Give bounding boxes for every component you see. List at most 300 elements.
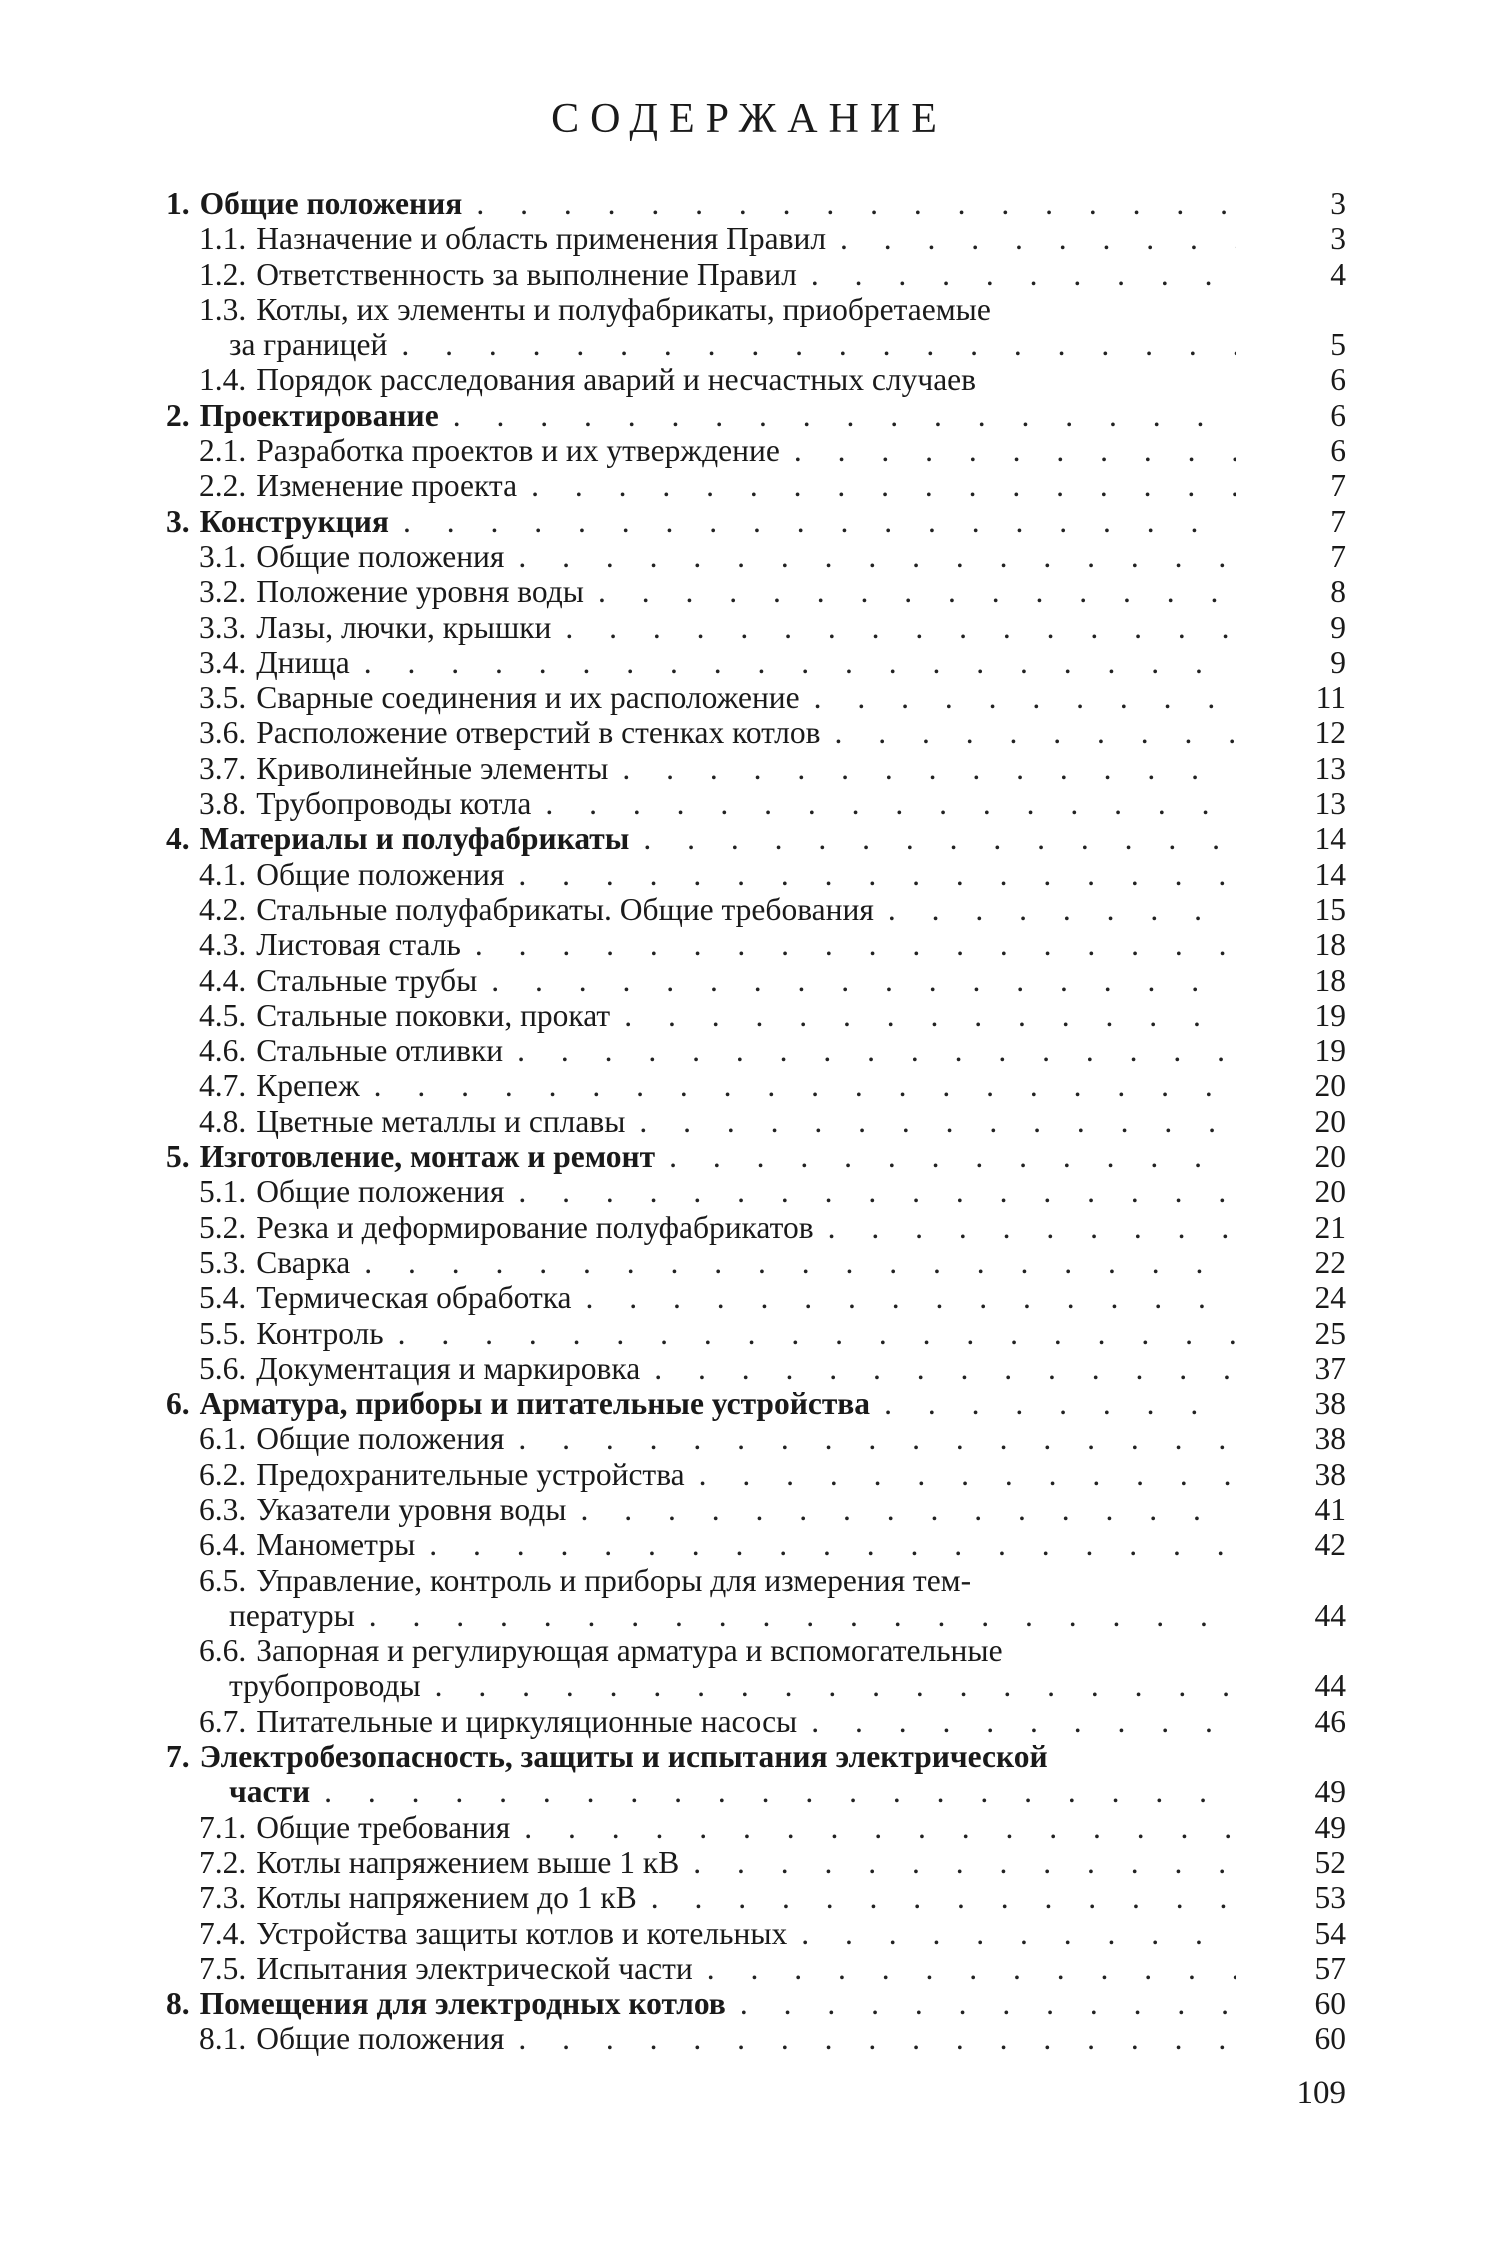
toc-entry-title: Испытания электрической части xyxy=(256,1950,693,1986)
toc-entry-row xyxy=(166,645,1346,680)
toc-entry-text xyxy=(166,292,1236,327)
toc-entry-page: 15 xyxy=(1314,891,1346,927)
toc-entry-title: Цветные металлы и сплавы xyxy=(256,1103,626,1139)
toc-entry-page: 37 xyxy=(1314,1350,1346,1386)
toc-entry-row xyxy=(166,1068,1346,1103)
toc-entry-page: 38 xyxy=(1314,1421,1346,1457)
dot-leader xyxy=(364,1245,1236,1280)
toc-entry-row xyxy=(166,1774,1346,1809)
toc-entry-number: 6.6. xyxy=(199,1633,247,1669)
dot-leader xyxy=(835,715,1237,750)
toc-entry-text xyxy=(166,221,1236,256)
toc-entry-row xyxy=(166,1174,1346,1209)
toc-entry-page: 9 xyxy=(1330,644,1346,680)
toc-section-row xyxy=(166,398,1346,433)
toc-entry-page: 20 xyxy=(1314,1139,1346,1175)
toc-entry-text xyxy=(166,1951,1236,1986)
toc-entry-row xyxy=(166,1563,1346,1598)
toc-entry-text xyxy=(166,857,1236,892)
toc-entry-page: 53 xyxy=(1314,1880,1346,1916)
toc-entry-text xyxy=(166,1174,1236,1209)
toc-entry-number: 1. xyxy=(166,186,190,221)
toc-entry-title: Листовая сталь xyxy=(256,927,461,963)
toc-entry-title: Сварные соединения и их расположение xyxy=(256,680,800,716)
toc-entry-page: 44 xyxy=(1314,1668,1346,1704)
toc-entry-page: 7 xyxy=(1330,538,1346,574)
toc-entry-row xyxy=(166,1033,1346,1068)
toc-entry-title: Положение уровня воды xyxy=(256,574,584,610)
toc-entry-number: 1.2. xyxy=(199,256,247,292)
toc-entry-text xyxy=(166,1351,1236,1386)
toc-entry-text xyxy=(166,1245,1236,1280)
dot-leader xyxy=(707,1951,1236,1986)
toc-entry-row xyxy=(166,1633,1346,1668)
toc-entry-page: 52 xyxy=(1314,1844,1346,1880)
toc-entry-number: 3.4. xyxy=(199,644,247,680)
toc-entry-text xyxy=(166,186,1236,221)
dot-leader xyxy=(518,857,1236,892)
toc-entry-title: Изменение проекта xyxy=(256,468,518,504)
toc-entry-number: 1.1. xyxy=(199,221,247,257)
toc-entry-page: 49 xyxy=(1314,1809,1346,1845)
dot-leader xyxy=(801,1916,1236,1951)
toc-entry-number: 5.5. xyxy=(199,1315,247,1351)
toc-entry-row xyxy=(166,1845,1346,1880)
toc-entry-page: 38 xyxy=(1314,1386,1346,1422)
toc-entry-row xyxy=(166,1457,1346,1492)
toc-entry-row xyxy=(166,751,1346,786)
dot-leader xyxy=(374,1068,1236,1103)
toc-entry-text xyxy=(166,1986,1236,2021)
toc-entry-row xyxy=(166,433,1346,468)
dot-leader xyxy=(740,1986,1236,2021)
toc-entry-text xyxy=(166,1210,1236,1245)
toc-entry-page: 14 xyxy=(1314,856,1346,892)
toc-entry-title: Материалы и полуфабрикаты xyxy=(199,821,630,857)
toc-entry-row xyxy=(166,468,1346,503)
toc-entry-number: 2.2. xyxy=(199,468,247,504)
toc-entry-text xyxy=(166,1563,1236,1598)
toc-entry-page: 20 xyxy=(1314,1103,1346,1139)
toc-entry-row xyxy=(166,1704,1346,1739)
dot-leader xyxy=(888,892,1236,927)
toc-entry-row xyxy=(166,292,1346,327)
toc-entry-text xyxy=(166,1457,1236,1492)
toc-entry-page: 54 xyxy=(1314,1915,1346,1951)
toc-entry-number: 3.5. xyxy=(199,680,247,716)
toc-entry-text xyxy=(166,1280,1236,1315)
toc-entry-row xyxy=(166,1351,1346,1386)
toc-entry-page: 6 xyxy=(1330,397,1346,433)
toc-entry-text xyxy=(166,327,1236,362)
toc-entry-row xyxy=(166,1245,1346,1280)
toc-entry-number: 6.2. xyxy=(199,1456,247,1492)
toc-entry-number: 4.4. xyxy=(199,962,247,998)
toc-entry-number: 8.1. xyxy=(199,2021,247,2057)
toc-entry-row xyxy=(166,1668,1346,1703)
toc-entry-title: Арматура, приборы и питательные устройства xyxy=(199,1386,871,1422)
toc-entry-row xyxy=(166,715,1346,750)
dot-leader xyxy=(475,927,1236,962)
toc-entry-title: Трубопроводы котла xyxy=(256,786,532,822)
toc-entry-title: за границей xyxy=(229,327,388,363)
toc-section-row xyxy=(166,1739,1346,1774)
dot-leader xyxy=(622,751,1236,786)
toc-entry-text xyxy=(166,1421,1236,1456)
toc-entry-page: 57 xyxy=(1314,1950,1346,1986)
toc-entry-number: 4.3. xyxy=(199,927,247,963)
toc-entry-page: 46 xyxy=(1314,1703,1346,1739)
toc-entry-number: 3.6. xyxy=(199,715,247,751)
toc-entry-page: 12 xyxy=(1314,715,1346,751)
dot-leader xyxy=(491,963,1236,998)
toc-entry-page: 21 xyxy=(1314,1209,1346,1245)
dot-leader xyxy=(369,1598,1236,1633)
toc-entry-title: Контроль xyxy=(256,1315,384,1351)
toc-entry-title: Порядок расследования аварий и несчастных случаев xyxy=(256,362,977,398)
toc-entry-page: 18 xyxy=(1314,927,1346,963)
dot-leader xyxy=(580,1492,1236,1527)
toc-entry-row xyxy=(166,1880,1346,1915)
toc-entry-text xyxy=(166,504,1236,539)
toc-entry-page: 6 xyxy=(1330,433,1346,469)
toc-entry-text xyxy=(166,821,1236,856)
toc-entry-row xyxy=(166,327,1346,362)
toc-entry-number: 7. xyxy=(166,1739,190,1775)
toc-entry-number: 1.4. xyxy=(199,362,247,398)
toc-entry-page: 20 xyxy=(1314,1068,1346,1104)
toc-entry-page: 11 xyxy=(1315,680,1346,716)
toc-entry-title: Документация и маркировка xyxy=(256,1350,641,1386)
toc-entry-row xyxy=(166,1916,1346,1951)
toc-entry-number: 5.1. xyxy=(199,1174,247,1210)
toc-entry-row xyxy=(166,892,1346,927)
toc-entry-number: 6.7. xyxy=(199,1703,247,1739)
dot-leader xyxy=(814,680,1236,715)
dot-leader xyxy=(693,1845,1236,1880)
toc-entry-text xyxy=(166,1104,1236,1139)
page-title: СОДЕРЖАНИЕ xyxy=(551,96,948,142)
dot-leader xyxy=(364,645,1236,680)
dot-leader xyxy=(669,1139,1236,1174)
toc-entry-number: 1.3. xyxy=(199,291,247,327)
toc-entry-text xyxy=(166,257,1236,292)
dot-leader xyxy=(401,327,1236,362)
toc-entry-title: Общие положения xyxy=(256,856,505,892)
toc-entry-number: 4.6. xyxy=(199,1033,247,1069)
toc-entry-page: 14 xyxy=(1314,821,1346,857)
dot-leader xyxy=(403,504,1236,539)
toc-entry-title: части xyxy=(229,1774,311,1810)
toc-entry-number: 3. xyxy=(166,503,190,539)
toc-entry-title: Разработка проектов и их утверждение xyxy=(256,433,780,469)
toc-entry-page: 3 xyxy=(1330,186,1346,221)
toc-entry-title: Устройства защиты котлов и котельных xyxy=(256,1915,788,1951)
toc-entry-text xyxy=(166,1068,1236,1103)
dot-leader xyxy=(639,1104,1236,1139)
dot-leader xyxy=(398,1316,1236,1351)
toc-entry-page: 7 xyxy=(1330,468,1346,504)
toc-entry-row xyxy=(166,1810,1346,1845)
toc-entry-text xyxy=(166,1386,1236,1421)
toc-entry-text xyxy=(166,398,1236,433)
dot-leader xyxy=(794,433,1236,468)
toc-entry-number: 3.2. xyxy=(199,574,247,610)
toc-entry-title: Питательные и циркуляционные насосы xyxy=(256,1703,798,1739)
toc-entry-text xyxy=(166,1774,1236,1809)
toc-entry-number: 6.3. xyxy=(199,1491,247,1527)
toc-entry-text xyxy=(166,1739,1236,1774)
toc-entry-number: 8. xyxy=(166,1986,190,2022)
toc-entry-row xyxy=(166,786,1346,821)
toc-entry-text xyxy=(166,1033,1236,1068)
dot-leader xyxy=(524,1810,1236,1845)
toc-entry-text xyxy=(166,1527,1236,1562)
toc-entry-title: трубопроводы xyxy=(229,1668,421,1704)
table-of-contents xyxy=(166,186,1346,2057)
toc-entry-row xyxy=(166,1951,1346,1986)
toc-entry-page: 18 xyxy=(1314,962,1346,998)
dot-leader xyxy=(531,468,1236,503)
dot-leader xyxy=(435,1668,1236,1703)
toc-entry-title: Крепеж xyxy=(256,1068,360,1104)
toc-entry-page: 4 xyxy=(1330,256,1346,292)
toc-entry-text xyxy=(166,786,1236,821)
toc-entry-text xyxy=(166,751,1236,786)
toc-entry-number: 2.1. xyxy=(199,433,247,469)
dot-leader xyxy=(654,1351,1236,1386)
toc-entry-text xyxy=(166,892,1236,927)
toc-entry-number: 3.1. xyxy=(199,538,247,574)
toc-entry-title: Сварка xyxy=(256,1244,351,1280)
toc-entry-number: 5.3. xyxy=(199,1244,247,1280)
toc-entry-page: 42 xyxy=(1314,1527,1346,1563)
toc-entry-text xyxy=(166,574,1236,609)
toc-entry-title: Изготовление, монтаж и ремонт xyxy=(199,1139,656,1175)
toc-entry-page: 60 xyxy=(1314,2021,1346,2057)
toc-entry-title: Криволинейные элементы xyxy=(256,750,609,786)
toc-entry-title: Стальные поковки, прокат xyxy=(256,997,611,1033)
toc-section-row xyxy=(166,1139,1346,1174)
toc-entry-page: 49 xyxy=(1314,1774,1346,1810)
toc-entry-title: Общие положения xyxy=(256,2021,505,2057)
toc-entry-text xyxy=(166,1598,1236,1633)
toc-entry-number: 7.1. xyxy=(199,1809,247,1845)
toc-entry-number: 4.5. xyxy=(199,997,247,1033)
toc-entry-row xyxy=(166,1316,1346,1351)
toc-entry-number: 5.2. xyxy=(199,1209,247,1245)
toc-entry-row xyxy=(166,1280,1346,1315)
toc-entry-number: 3.8. xyxy=(199,786,247,822)
dot-leader xyxy=(651,1880,1236,1915)
toc-entry-number: 7.3. xyxy=(199,1880,247,1916)
dot-leader xyxy=(518,539,1236,574)
toc-entry-page: 25 xyxy=(1314,1315,1346,1351)
toc-entry-page: 60 xyxy=(1314,1986,1346,2022)
toc-entry-row xyxy=(166,680,1346,715)
toc-entry-text xyxy=(166,680,1236,715)
dot-leader xyxy=(840,221,1236,256)
toc-entry-page: 13 xyxy=(1314,786,1346,822)
toc-entry-text xyxy=(166,1880,1236,1915)
dot-leader xyxy=(828,1210,1236,1245)
toc-entry-number: 6.5. xyxy=(199,1562,247,1598)
toc-entry-text xyxy=(166,468,1236,503)
toc-entry-number: 5.6. xyxy=(199,1350,247,1386)
toc-entry-text xyxy=(166,927,1236,962)
dot-leader xyxy=(586,1280,1236,1315)
toc-entry-number: 3.7. xyxy=(199,750,247,786)
dot-leader xyxy=(476,186,1236,221)
toc-entry-page: 13 xyxy=(1314,750,1346,786)
dot-leader xyxy=(811,257,1236,292)
toc-entry-text xyxy=(166,998,1236,1033)
toc-entry-title: Запорная и регулирующая арматура и вспомогательные xyxy=(256,1633,1003,1669)
toc-entry-text xyxy=(166,1668,1236,1703)
toc-section-row xyxy=(166,504,1346,539)
toc-entry-row xyxy=(166,857,1346,892)
dot-leader xyxy=(453,398,1236,433)
toc-entry-title: Конструкция xyxy=(199,503,389,539)
toc-entry-number: 6.1. xyxy=(199,1421,247,1457)
toc-entry-row xyxy=(166,998,1346,1033)
toc-entry-text xyxy=(166,433,1236,468)
toc-entry-text xyxy=(166,645,1236,680)
dot-leader xyxy=(884,1386,1236,1421)
toc-entry-number: 6.4. xyxy=(199,1527,247,1563)
toc-section-row xyxy=(166,186,1346,221)
toc-entry-title: Предохранительные устройства xyxy=(256,1456,685,1492)
dot-leader xyxy=(598,574,1236,609)
toc-entry-text xyxy=(166,1810,1236,1845)
toc-entry-row xyxy=(166,963,1346,998)
toc-entry-title: Термическая обработка xyxy=(256,1280,572,1316)
toc-entry-title: Стальные полуфабрикаты. Общие требования xyxy=(256,891,874,927)
toc-entry-row xyxy=(166,362,1346,397)
toc-entry-text xyxy=(166,1704,1236,1739)
page-number: 109 xyxy=(1296,2075,1346,2111)
toc-entry-number: 4.2. xyxy=(199,891,247,927)
toc-entry-text xyxy=(166,1139,1236,1174)
toc-entry-text xyxy=(166,715,1236,750)
toc-entry-page: 44 xyxy=(1314,1597,1346,1633)
toc-entry-page: 41 xyxy=(1314,1491,1346,1527)
toc-entry-text xyxy=(166,2021,1236,2056)
dot-leader xyxy=(429,1527,1236,1562)
toc-entry-row xyxy=(166,927,1346,962)
dot-leader xyxy=(811,1704,1236,1739)
toc-entry-number: 4.7. xyxy=(199,1068,247,1104)
dot-leader xyxy=(624,998,1236,1033)
toc-entry-title: Общие положения xyxy=(256,1421,505,1457)
toc-entry-page: 19 xyxy=(1314,1033,1346,1069)
toc-entry-page: 8 xyxy=(1330,574,1346,610)
toc-entry-row xyxy=(166,1104,1346,1139)
toc-entry-text xyxy=(166,1316,1236,1351)
toc-section-row xyxy=(166,1986,1346,2021)
toc-entry-row xyxy=(166,2021,1346,2056)
toc-entry-text xyxy=(166,362,1236,397)
toc-entry-title: Расположение отверстий в стенках котлов xyxy=(256,715,821,751)
toc-entry-text xyxy=(166,1492,1236,1527)
toc-entry-title: Общие положения xyxy=(199,186,463,221)
toc-entry-page: 7 xyxy=(1330,503,1346,539)
toc-entry-title: Днища xyxy=(256,644,350,680)
toc-entry-page: 22 xyxy=(1314,1244,1346,1280)
toc-entry-row xyxy=(166,610,1346,645)
dot-leader xyxy=(699,1457,1236,1492)
toc-entry-title: пературы xyxy=(229,1597,355,1633)
dot-leader xyxy=(518,1174,1236,1209)
toc-entry-title: Котлы напряжением до 1 кВ xyxy=(256,1880,637,1916)
toc-entry-title: Ответственность за выполнение Правил xyxy=(256,256,797,292)
toc-entry-page: 19 xyxy=(1314,997,1346,1033)
toc-entry-title: Указатели уровня воды xyxy=(256,1491,567,1527)
dot-leader xyxy=(324,1774,1236,1809)
toc-entry-title: Проектирование xyxy=(199,397,439,433)
toc-entry-number: 7.5. xyxy=(199,1950,247,1986)
toc-entry-number: 3.3. xyxy=(199,609,247,645)
dot-leader xyxy=(643,821,1236,856)
toc-entry-title: Котлы напряжением выше 1 кВ xyxy=(256,1844,680,1880)
dot-leader xyxy=(518,1421,1236,1456)
toc-entry-row xyxy=(166,1598,1346,1633)
toc-entry-page: 6 xyxy=(1330,362,1346,398)
toc-entry-row xyxy=(166,1527,1346,1562)
toc-entry-text xyxy=(166,963,1236,998)
toc-entry-number: 4.8. xyxy=(199,1103,247,1139)
toc-entry-number: 5. xyxy=(166,1139,190,1175)
toc-entry-page: 3 xyxy=(1330,221,1346,257)
toc-entry-page: 5 xyxy=(1330,327,1346,363)
toc-entry-number: 5.4. xyxy=(199,1280,247,1316)
toc-entry-row xyxy=(166,1492,1346,1527)
toc-entry-text xyxy=(166,539,1236,574)
toc-entry-title: Манометры xyxy=(256,1527,416,1563)
toc-entry-title: Общие положения xyxy=(256,1174,505,1210)
toc-entry-number: 7.4. xyxy=(199,1915,247,1951)
toc-entry-text xyxy=(166,1633,1236,1668)
toc-entry-number: 7.2. xyxy=(199,1844,247,1880)
toc-section-row xyxy=(166,821,1346,856)
dot-leader xyxy=(545,786,1236,821)
toc-entry-text xyxy=(166,1916,1236,1951)
toc-entry-number: 4. xyxy=(166,821,190,857)
toc-entry-title: Стальные трубы xyxy=(256,962,478,998)
toc-section-row xyxy=(166,1386,1346,1421)
toc-entry-title: Общие требования xyxy=(256,1809,511,1845)
toc-entry-number: 4.1. xyxy=(199,856,247,892)
toc-entry-number: 6. xyxy=(166,1386,190,1422)
dot-leader xyxy=(517,1033,1236,1068)
toc-entry-text xyxy=(166,610,1236,645)
toc-entry-title: Управление, контроль и приборы для измерения тем- xyxy=(256,1562,972,1598)
toc-entry-title: Лазы, лючки, крышки xyxy=(256,609,552,645)
toc-entry-row xyxy=(166,1210,1346,1245)
toc-entry-title: Электробезопасность, защиты и испытания электрической xyxy=(199,1739,1048,1775)
toc-entry-title: Помещения для электродных котлов xyxy=(199,1986,726,2022)
dot-leader xyxy=(565,610,1236,645)
toc-entry-title: Общие положения xyxy=(256,538,505,574)
toc-entry-text xyxy=(166,1845,1236,1880)
toc-entry-row xyxy=(166,574,1346,609)
toc-entry-row xyxy=(166,257,1346,292)
toc-entry-page: 9 xyxy=(1330,609,1346,645)
toc-entry-title: Назначение и область применения Правил xyxy=(256,221,827,257)
dot-leader xyxy=(518,2021,1236,2056)
toc-entry-page: 20 xyxy=(1314,1174,1346,1210)
toc-entry-row xyxy=(166,221,1346,256)
